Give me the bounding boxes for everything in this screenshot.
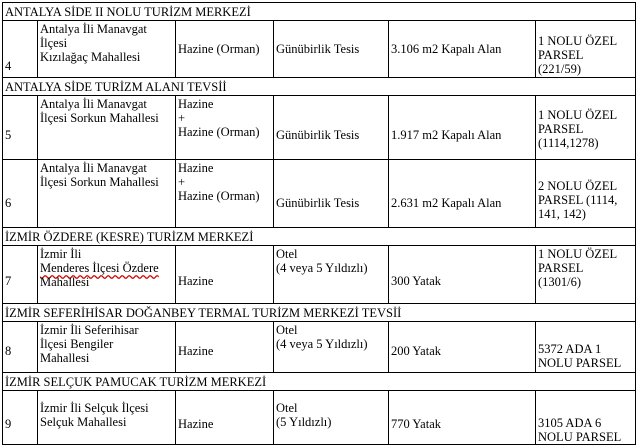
use-cell — [274, 391, 389, 445]
section-title: İZMİR SELÇUK PAMUCAK TURİZM MERKEZİ — [3, 373, 636, 391]
tourism-parcels-table — [2, 2, 636, 445]
owner-line: Hazine — [178, 161, 214, 175]
owner-line: + — [178, 175, 186, 189]
parcel-line: (1114,1278) — [538, 136, 599, 150]
section-title: İZMİR SEFERİHİSAR DOĞANBEY TERMAL TURİZM MERKEZİ TEVSİİ — [3, 304, 636, 322]
table-row — [3, 96, 636, 160]
parcel-line: 1 NOLU ÖZEL — [538, 34, 618, 48]
capacity-cell: 300 Yatak — [389, 246, 536, 304]
use-cell — [274, 160, 389, 228]
table-row — [3, 160, 636, 228]
use-line: Günübirlik Tesis — [276, 128, 360, 142]
use-line: (5 Yıldızlı) — [276, 415, 332, 429]
use-cell — [274, 21, 389, 78]
location-cell — [38, 21, 176, 78]
row-number: 7 — [3, 246, 38, 304]
parcel-cell — [536, 391, 636, 445]
table-row — [3, 322, 636, 373]
location-line: İzmir İli Selçuk İlçesi — [40, 401, 149, 415]
parcel-cell — [536, 96, 636, 160]
location-line — [40, 261, 173, 275]
owner-line: Hazine (Orman) — [178, 189, 260, 203]
parcel-line: PARSEL (1114, — [538, 193, 618, 207]
location-line: Antalya İli Manavgat — [40, 97, 147, 111]
section-row — [3, 3, 636, 21]
section-row — [3, 373, 636, 391]
location-line: İlçesi — [40, 36, 68, 50]
parcel-line: 5372 ADA 1 — [538, 342, 602, 356]
row-number: 6 — [3, 160, 38, 228]
parcel-line: 3105 ADA 6 — [538, 416, 602, 430]
parcel-line: NOLU PARSEL — [538, 430, 622, 444]
parcel-cell — [536, 246, 636, 304]
parcel-line: (221/59) — [538, 62, 582, 76]
parcel-line: PARSEL — [538, 261, 584, 275]
parcel-line: (1301/6) — [538, 275, 582, 289]
use-cell — [274, 322, 389, 373]
owner-cell — [176, 96, 274, 160]
owner-cell — [176, 21, 274, 78]
location-line: Antalya İli Manavgat — [40, 22, 147, 36]
parcel-line: NOLU PARSEL — [538, 356, 622, 370]
owner-cell — [176, 160, 274, 228]
owner-line: Hazine — [178, 417, 214, 431]
parcel-line: PARSEL — [538, 48, 584, 62]
table-row — [3, 246, 636, 304]
row-number: 8 — [3, 322, 38, 373]
parcel-cell — [536, 322, 636, 373]
use-cell — [274, 246, 389, 304]
owner-line: Hazine — [178, 274, 214, 288]
use-line: (4 veya 5 Yıldızlı) — [276, 261, 368, 275]
location-line: Antalya İli Manavgat — [40, 161, 147, 175]
location-cell — [38, 246, 176, 304]
parcel-line: 1 NOLU ÖZEL — [538, 108, 618, 122]
location-line: İlçesi Sorkun Mahallesi — [40, 111, 159, 125]
location-line: İzmir İli — [40, 247, 82, 261]
section-title: ANTALYA SİDE II NOLU TURİZM MERKEZİ — [3, 3, 636, 21]
use-line: Otel — [276, 323, 298, 337]
location-cell — [38, 391, 176, 445]
table-row — [3, 391, 636, 445]
location-line: İlçesi Sorkun Mahallesi — [40, 175, 159, 189]
section-row — [3, 78, 636, 96]
owner-line: Hazine — [178, 97, 214, 111]
location-cell — [38, 160, 176, 228]
parcel-line: 2 NOLU ÖZEL — [538, 179, 618, 193]
owner-line: Hazine (Orman) — [178, 42, 260, 56]
capacity-cell: 1.917 m2 Kapalı Alan — [389, 96, 536, 160]
section-title: ANTALYA SİDE TURİZM ALANI TEVSİİ — [3, 78, 636, 96]
location-line: İlçesi Bengiler — [40, 337, 114, 351]
owner-line: + — [178, 111, 186, 125]
location-line: Kızılağaç Mahallesi — [40, 50, 141, 64]
row-number: 9 — [3, 391, 38, 445]
capacity-cell: 770 Yatak — [389, 391, 536, 445]
location-line: İzmir İli Seferihisar — [40, 323, 139, 337]
parcel-line: 141, 142) — [538, 207, 586, 221]
use-line: Günübirlik Tesis — [276, 196, 360, 210]
use-cell — [274, 96, 389, 160]
location-line: Selçuk Mahallesi — [40, 415, 127, 429]
owner-line: Hazine — [178, 344, 214, 358]
section-row — [3, 228, 636, 246]
capacity-cell: 3.106 m2 Kapalı Alan — [389, 21, 536, 78]
row-number: 4 — [3, 21, 38, 78]
spellcheck-underline: Menderes İlçesi Özdere — [40, 261, 159, 275]
use-line: Günübirlik Tesis — [276, 42, 360, 56]
capacity-cell: 200 Yatak — [389, 322, 536, 373]
use-line: Otel — [276, 401, 298, 415]
parcel-cell — [536, 160, 636, 228]
owner-line: Hazine (Orman) — [178, 125, 260, 139]
use-line: (4 veya 5 Yıldızlı) — [276, 337, 368, 351]
parcel-line: 1 NOLU ÖZEL — [538, 247, 618, 261]
use-line: Otel — [276, 247, 298, 261]
capacity-cell: 2.631 m2 Kapalı Alan — [389, 160, 536, 228]
section-row — [3, 304, 636, 322]
parcel-line: PARSEL — [538, 122, 584, 136]
owner-cell — [176, 246, 274, 304]
location-line: Mahallesi — [40, 351, 90, 365]
location-cell — [38, 322, 176, 373]
owner-cell — [176, 391, 274, 445]
section-title: İZMİR ÖZDERE (KESRE) TURİZM MERKEZİ — [3, 228, 636, 246]
parcel-cell — [536, 21, 636, 78]
table-row — [3, 21, 636, 78]
location-line: Mahallesi — [40, 275, 90, 289]
owner-cell — [176, 322, 274, 373]
location-cell — [38, 96, 176, 160]
row-number: 5 — [3, 96, 38, 160]
